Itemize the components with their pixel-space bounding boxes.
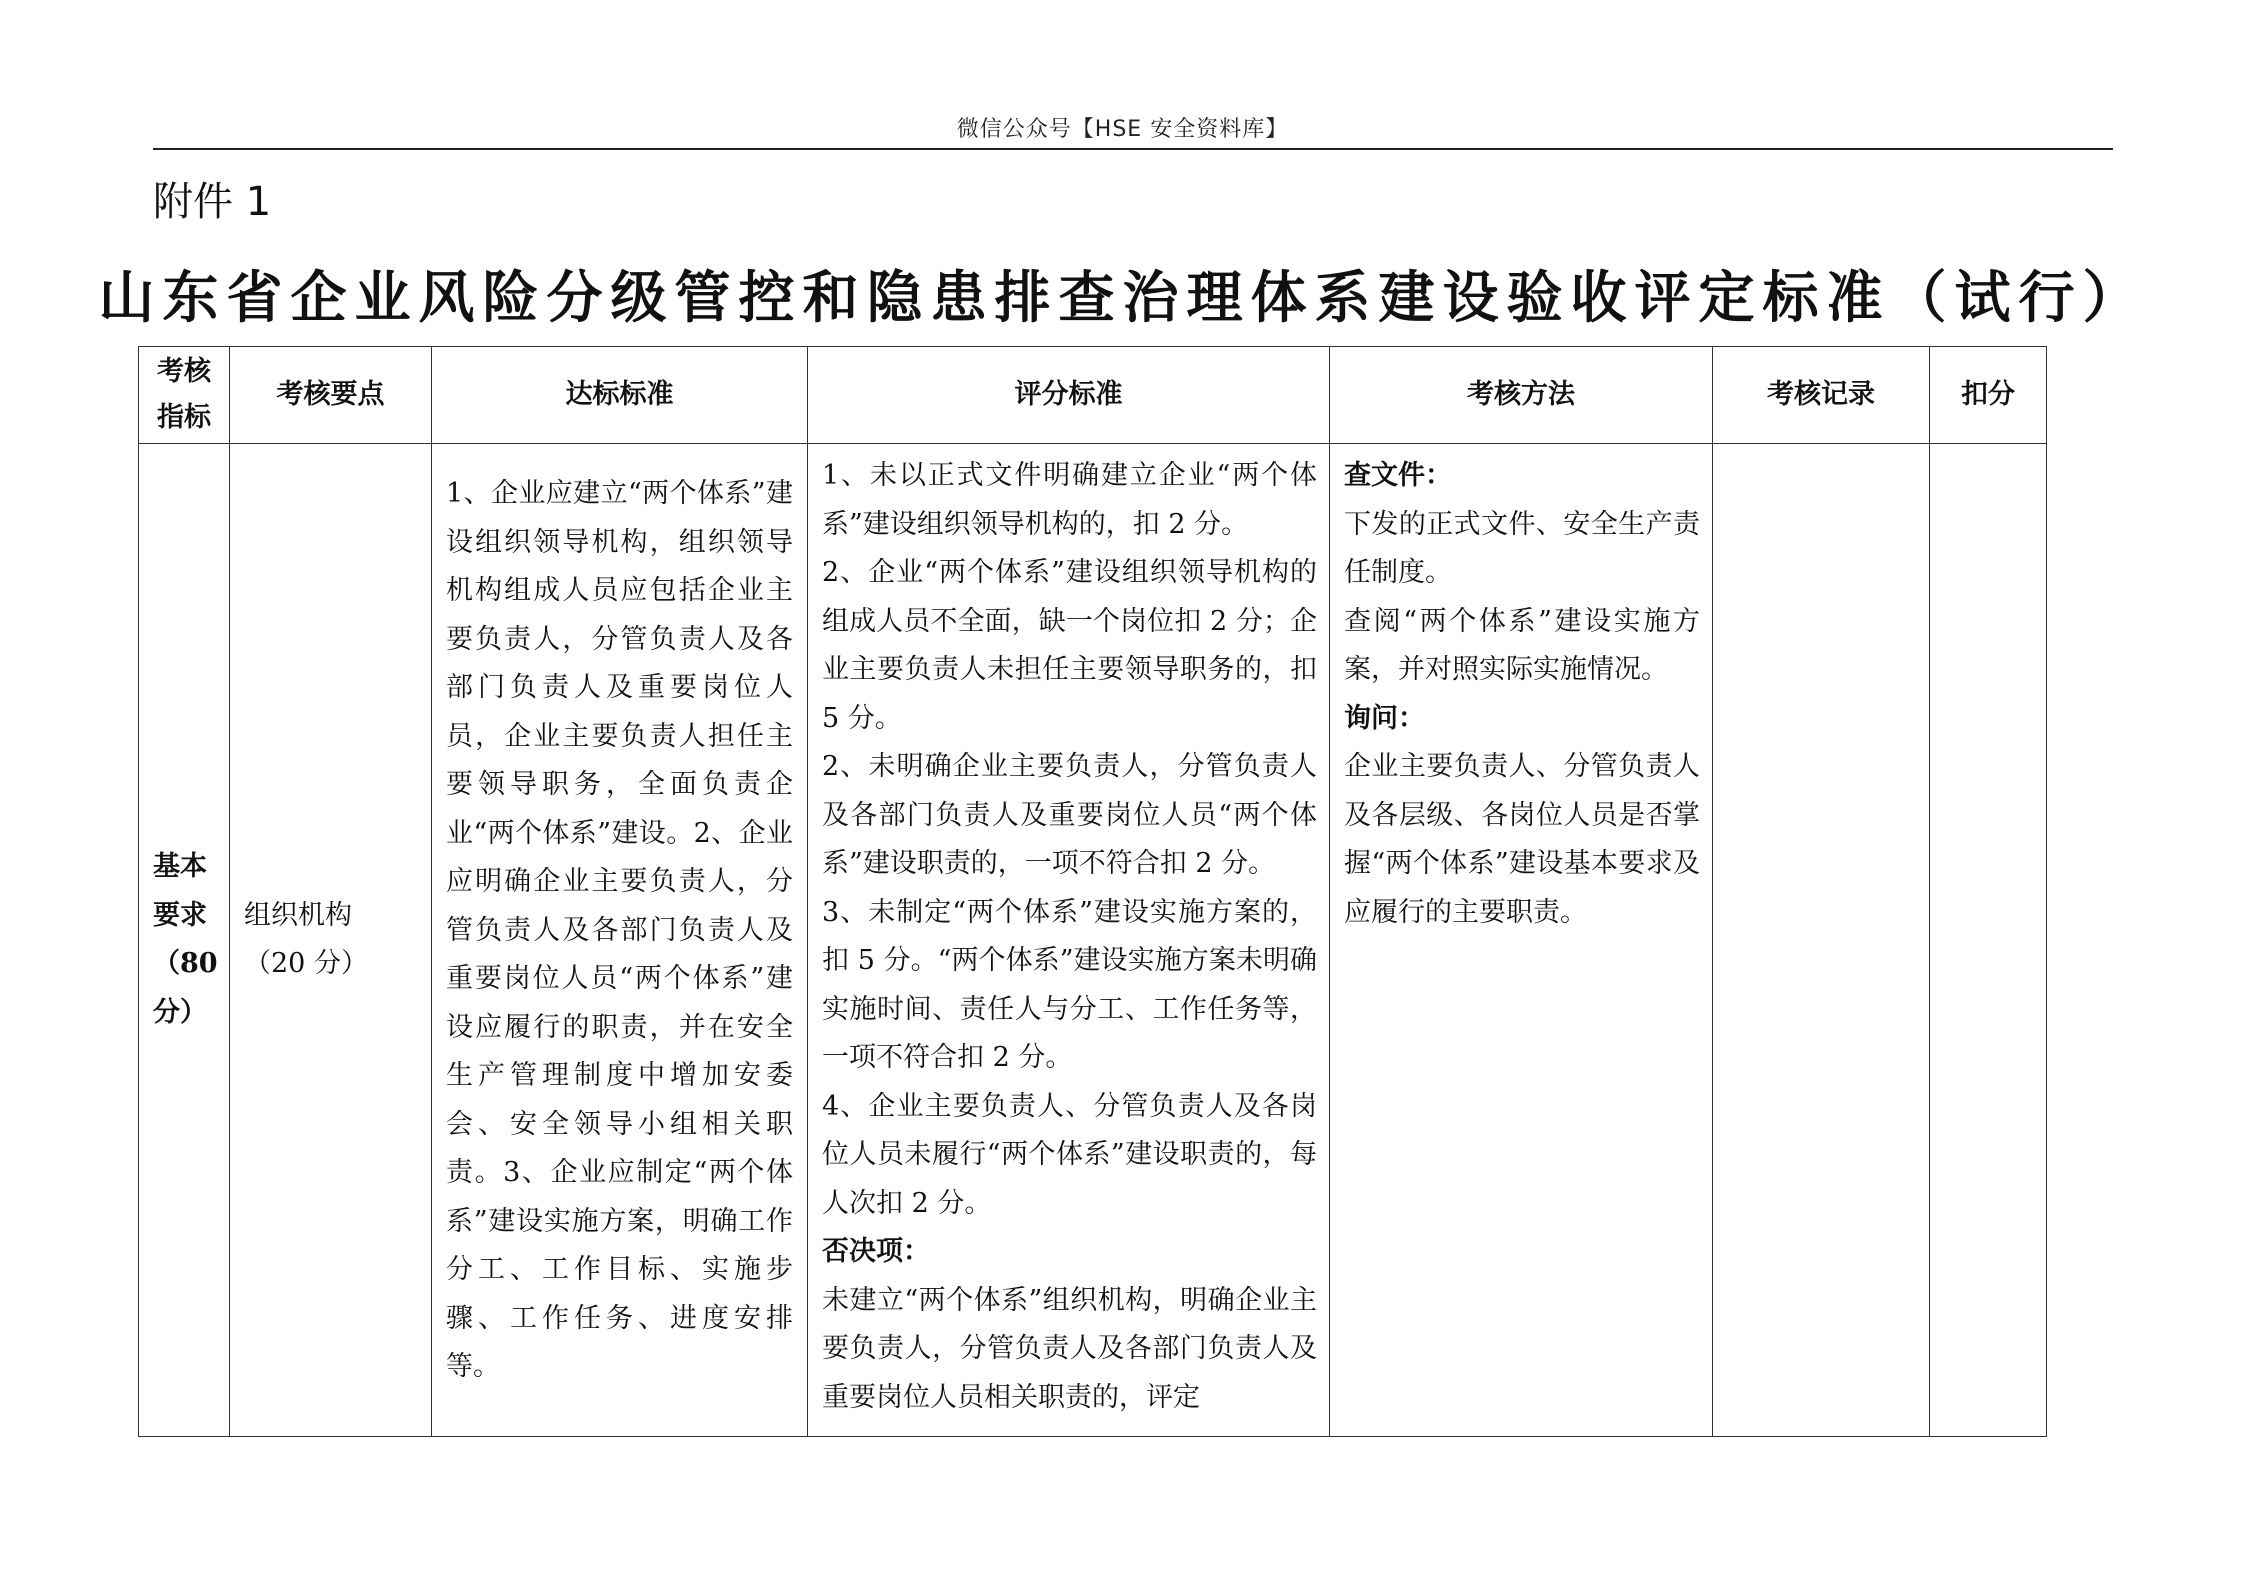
indicator-line: 基本 [153,851,207,882]
scoring-item: 1、未以正式文件明确建立企业“两个体系”建设组织领导机构的，扣 2 分。 [822,460,1317,540]
cell-record [1713,444,1930,1437]
cell-point [230,444,432,1437]
attachment-label: 附件 1 [153,179,272,225]
cell-deduction [1930,444,2047,1437]
header-standard: 达标标准 [432,347,808,444]
method-ask-label: 询问： [1344,702,1425,734]
point-name: 组织机构 [244,899,352,931]
indicator-line: 分） [153,996,207,1028]
header-deduction: 扣分 [1930,347,2047,444]
header-indicator: 考核指标 [139,347,230,444]
method-ask-text: 企业主要负责人、分管负责人及各层级、各岗位人员是否掌握“两个体系”建设基本要求及应履行的主要职责。 [1344,751,1700,928]
indicator-line: （80 [153,948,218,979]
header-point: 考核要点 [230,347,432,444]
table-header-row [139,347,2047,444]
header-rule [153,148,2113,150]
cell-scoring [808,444,1330,1437]
table-row [139,444,2047,1437]
scoring-item: 3、未制定“两个体系”建设实施方案的，扣 5 分。“两个体系”建设实施方案未明确实施时间、责任人与分工、工作任务等，一项不符合扣 2 分。 [822,896,1317,1073]
cell-method [1330,444,1713,1437]
point-score: （20 分） [244,948,368,979]
method-check-label: 查文件： [1344,460,1452,491]
indicator-line: 要求 [153,899,207,931]
page-header: 微信公众号【HSE 安全资料库】 [956,117,1289,142]
method-check-text: 下发的正式文件、安全生产责任制度。 [1344,508,1700,588]
standard-text: 1、企业应建立“两个体系”建设组织领导机构，组织领导机构组成人员应包括企业主要负责人，分管负责人及各部门负责人及重要岗位人员，企业主要负责人担任主要领导职务，全面负责企业“两个体系”建设。2、企业应明确企业主要负责人，分管负责人及各部门负责人及重要岗位人员“两个体系”建设应履行的职责，并在安全生产管理制度中增加安委会、安全领导小组相关职责。3、企业应制定“两个体系”建设实施方案，明确工作分工、工作目标、实施步骤、工作任务、进度安排等。 [446,478,793,1382]
scoring-item: 2、未明确企业主要负责人，分管负责人及各部门负责人及重要岗位人员“两个体系”建设职责的，一项不符合扣 2 分。 [822,751,1317,879]
scoring-veto-label: 否决项： [822,1236,930,1267]
header-method: 考核方法 [1330,347,1713,444]
method-check-text: 查阅“两个体系”建设实施方案，并对照实际实施情况。 [1344,605,1700,685]
scoring-item: 2、企业“两个体系”建设组织领导机构的组成人员不全面，缺一个岗位扣 2 分；企业主要负责人未担任主要领导职务的，扣 5 分。 [822,557,1317,734]
document-title: 山东省企业风险分级管控和隐患排查治理体系建设验收评定标准（试行） [98,265,2147,331]
scoring-veto-text: 未建立“两个体系”组织机构，明确企业主要负责人，分管负责人及各部门负责人及重要岗位人员相关职责的，评定 [822,1284,1317,1413]
header-record: 考核记录 [1713,347,1930,444]
header-scoring: 评分标准 [808,347,1330,444]
assessment-table [138,346,2047,1437]
cell-indicator [139,444,230,1437]
scoring-item: 4、企业主要负责人、分管负责人及各岗位人员未履行“两个体系”建设职责的，每人次扣 2 分。 [822,1090,1317,1219]
cell-standard [432,444,808,1437]
